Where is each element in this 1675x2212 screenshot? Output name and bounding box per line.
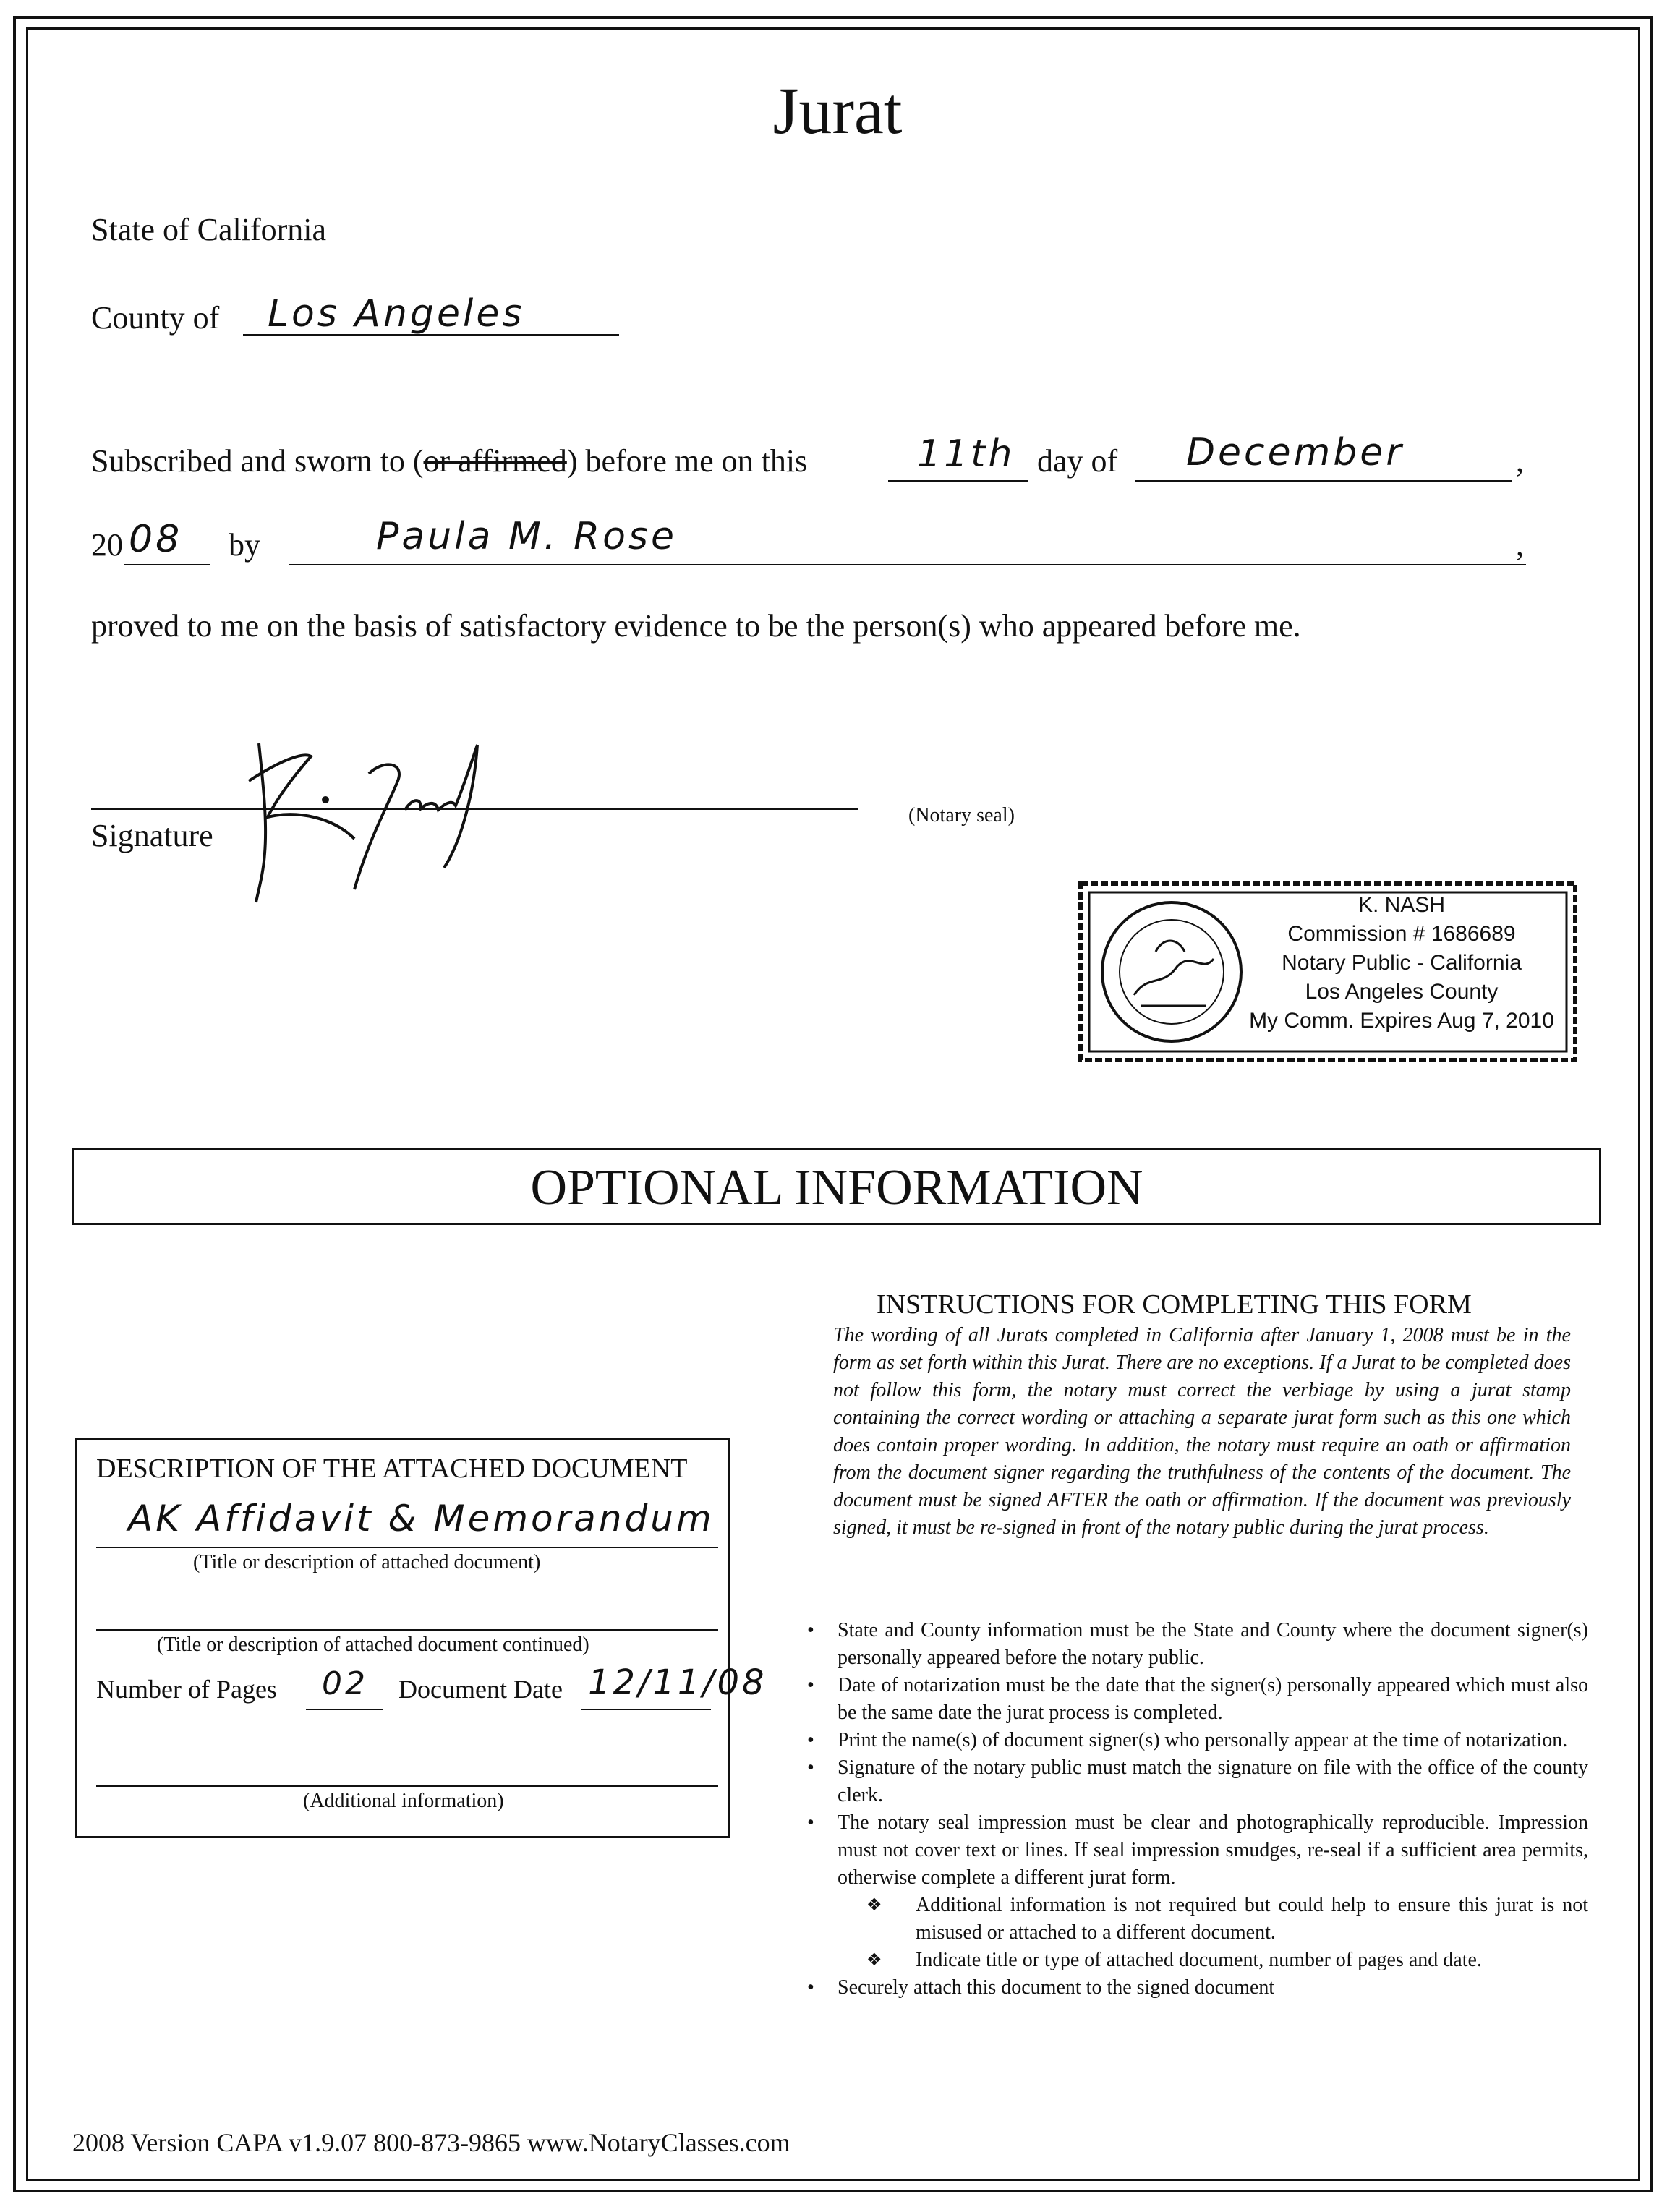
seal-text — [1235, 891, 1568, 1035]
month-comma: , — [1516, 443, 1524, 479]
sworn-line — [91, 443, 807, 479]
seal-expiration: My Comm. Expires Aug 7, 2010 — [1249, 1009, 1554, 1033]
pages-underline — [306, 1709, 383, 1710]
day-underline — [888, 480, 1028, 482]
by-label: by — [229, 527, 260, 563]
attached-document-box — [75, 1438, 767, 1838]
document-date-underline — [581, 1709, 711, 1710]
state-line: State of California — [91, 212, 327, 247]
year-prefix: 20 — [91, 527, 123, 563]
seal-name: K. NASH — [1358, 893, 1446, 917]
seal-notary-public: Notary Public - California — [1282, 951, 1522, 975]
footer-version: 2008 Version CAPA v1.9.07 800-873-9865 www.NotaryClasses.com — [72, 2128, 790, 2157]
instructions-title: INSTRUCTIONS FOR COMPLETING THIS FORM — [877, 1289, 1472, 1320]
instruction-sub-bullet: ❖ Additional information is not required but could help to ensure this jurat is not misused or attached to a different document. — [866, 1894, 1588, 1944]
document-date-value: 12/11/08 — [588, 1662, 767, 1703]
signer-name-value: Paula M. Rose — [376, 515, 677, 558]
notary-signature — [224, 730, 557, 911]
sworn-struck-text: or affirmed — [423, 443, 567, 479]
title-continued-caption: (Title or description of attached document continued) — [157, 1634, 589, 1656]
page-title: Jurat — [772, 74, 903, 148]
additional-info-underline — [96, 1785, 718, 1787]
instruction-bullet: • Print the name(s) of document signer(s) who personally appear at the time of notarization. — [807, 1729, 1568, 1751]
day-of-label: day of — [1037, 443, 1118, 479]
instructions-bullets — [803, 1617, 1588, 2002]
name-underline — [289, 564, 1526, 565]
document-date-label: Document Date — [398, 1675, 563, 1704]
notary-seal-label: (Notary seal) — [908, 804, 1015, 827]
pages-label: Number of Pages — [96, 1675, 277, 1704]
attached-document-title-value: AK Affidavit & Memorandum — [128, 1498, 715, 1540]
day-value: 11th — [917, 432, 1015, 476]
additional-info-caption: (Additional information) — [303, 1790, 504, 1812]
pages-value: 02 — [322, 1665, 368, 1702]
instruction-bullet: • State and County information must be the State and County where the document signer(s) personally appeared before the notary public. — [807, 1619, 1588, 1669]
county-label: County of — [91, 300, 220, 336]
title-underline — [96, 1547, 718, 1548]
year-underline — [124, 564, 210, 565]
seal-commission: Commission # 1686689 — [1287, 922, 1516, 946]
optional-information-box — [72, 1148, 1601, 1225]
sworn-suffix: ) before me on this — [566, 443, 808, 479]
instruction-sub-bullet: ❖ Indicate title or type of attached document, number of pages and date. — [866, 1949, 1482, 1971]
name-comma: , — [1516, 527, 1524, 563]
year-value: 08 — [129, 518, 183, 561]
title-caption: (Title or description of attached document) — [193, 1551, 541, 1573]
attached-document-header: DESCRIPTION OF THE ATTACHED DOCUMENT — [96, 1453, 688, 1484]
title-continued-underline — [96, 1629, 718, 1631]
optional-information-title: OPTIONAL INFORMATION — [530, 1160, 1143, 1216]
month-value: December — [1186, 431, 1405, 474]
county-value: Los Angeles — [268, 292, 525, 336]
instruction-bullet: • Securely attach this document to the signed document — [807, 1976, 1275, 1999]
proved-line: proved to me on the basis of satisfactory evidence to be the person(s) who appeared before me. — [91, 608, 1301, 644]
seal-county: Los Angeles County — [1305, 980, 1499, 1004]
instructions-paragraph: The wording of all Jurats completed in California after January 1, 2008 must be in the form as set forth within this Jurat. There are no exceptions. If a Jurat to be completed does not follow this form, the notary must correct the verbiage by using a jurat stamp containing the correct wording or attaching a separate jurat form such as this one which does contain proper wording. In addition, the notary must require an oath or affirmation from the document signer regarding the truthfulness of the contents of the document. The document must be signed AFTER the oath or affirmation. If the document was previously signed, it must be re-signed in front of the notary public during the jurat process. — [833, 1324, 1571, 1539]
instruction-bullet: • The notary seal impression must be clear and photographically reproducible. Impression must not cover text or lines. If seal impression smudges, re-seal if a sufficient area permits, otherwise complete a different jurat form. — [807, 1811, 1588, 1889]
signature-label: Signature — [91, 818, 213, 853]
instruction-bullet: • Signature of the notary public must match the signature on file with the office of the county clerk. — [807, 1756, 1588, 1806]
instruction-bullet: • Date of notarization must be the date that the signer(s) personally appeared which must also be the same date the jurat process is completed. — [807, 1674, 1588, 1724]
notary-seal-stamp — [1076, 879, 1580, 1064]
sworn-prefix: Subscribed and sworn to ( — [91, 443, 424, 479]
month-underline — [1135, 480, 1512, 482]
